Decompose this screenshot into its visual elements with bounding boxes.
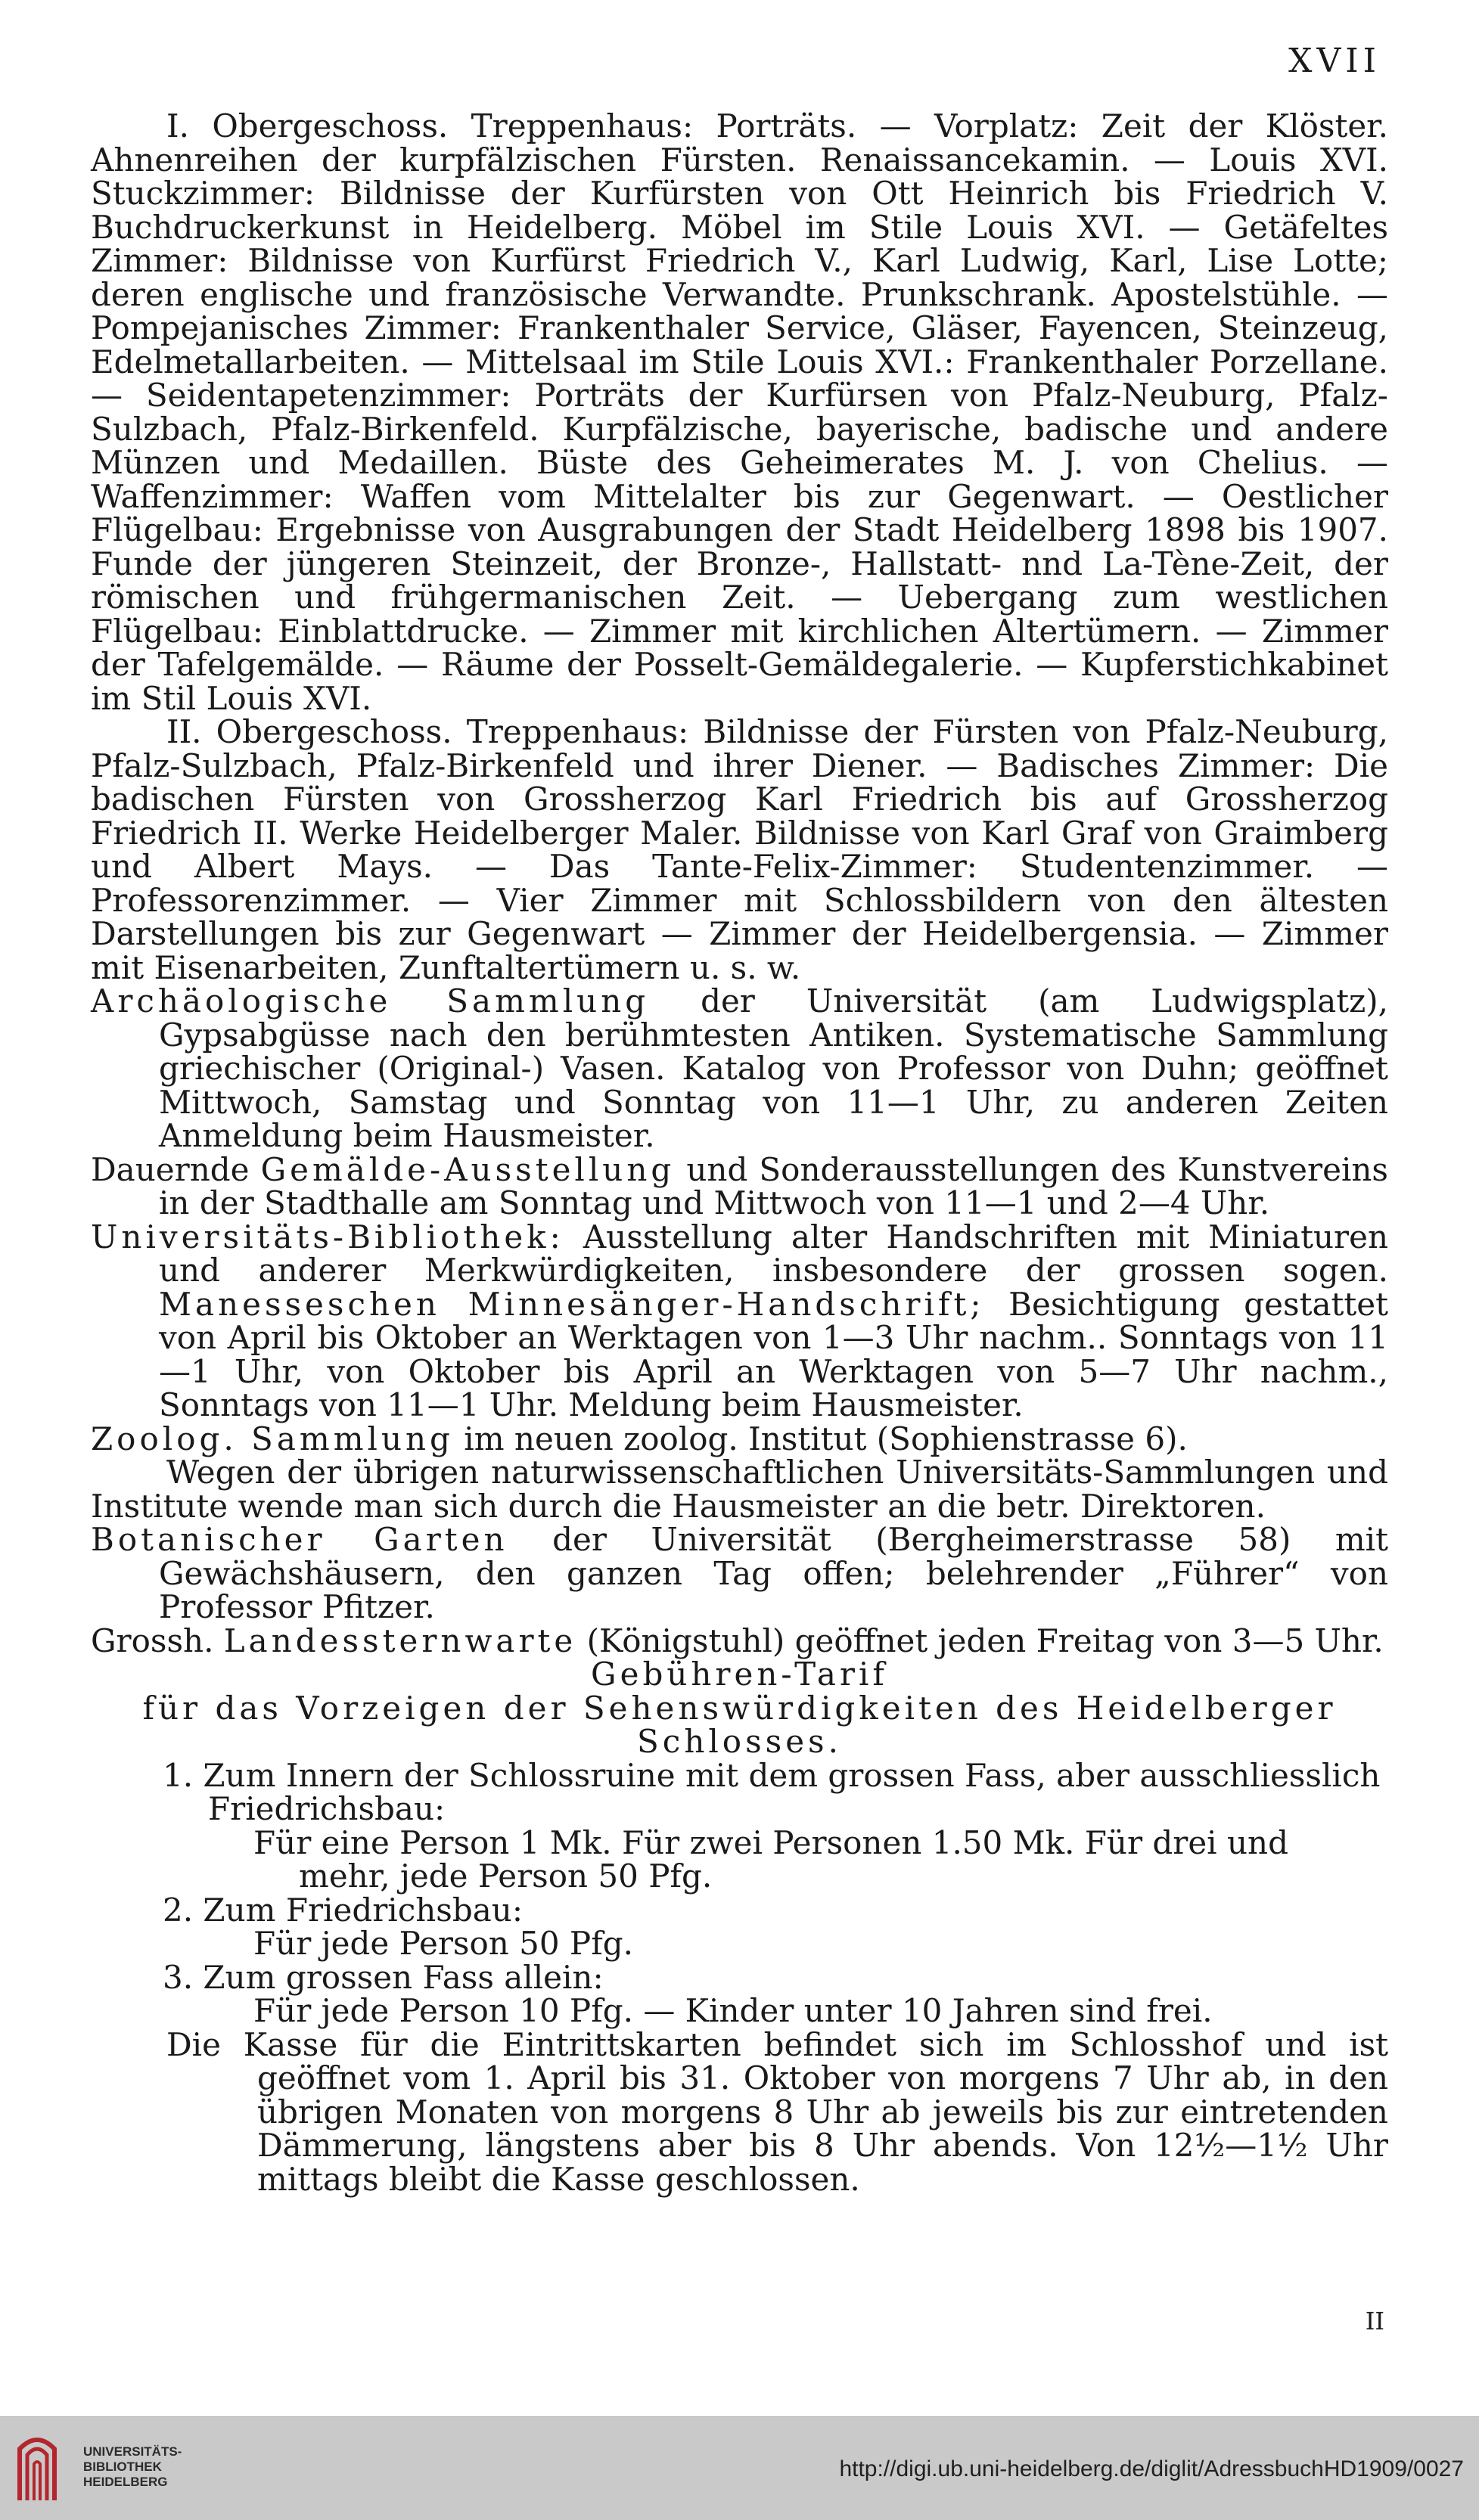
tarif-item-3-price: Für jede Person 10 Pfg. — Kinder unter 10 Jahren sind frei. — [253, 1992, 1213, 2029]
paragraph-obergeschoss-2: II. Obergeschoss. Treppenhaus: Bildnisse der Fürsten von Pfalz-Neuburg, Pfalz-Sulzbach, Pfalz-Birkenfeld und ihrer Diener. — Badisches Zimmer: Die badischen Fürsten von Grossherzog Karl Friedrich bis auf Grossherzog Friedrich II. Werke Heidelberger Maler. Bildnisse von Karl Graf von Graimberg und Albert Mays. — Das Tante-Felix-Zimmer: Studentenzimmer. — Professorenzimmer. — Vier Zimmer mit Schlossbildern von den ältesten Darstellungen bis zur Gegenwart — Zimmer der Heidelbergensia. — Zimmer mit Eisenarbeiten, Zunftaltertümern u. s. w. — [91, 713, 1388, 986]
entry-zoolog-sammlung — [91, 1420, 1388, 1457]
tarif-item-2: 2. Zum Friedrichsbau: — [163, 1891, 523, 1929]
page-body — [91, 107, 1388, 2198]
tarif-item-2-price: Für jede Person 50 Pfg. — [253, 1925, 633, 1962]
tarif-item-1-cont: Friedrichsbau: — [208, 1790, 446, 1827]
entry-text: Besichtigung gestattet von April bis Oktober an Werktagen von 1—3 Uhr nachm.. Sonntags von 11—1 Uhr, von Oktober bis April an Werktagen von 5—7 Uhr nachm., Sonntags von 11—1 Uhr. Meldung beim Hausmeister. — [159, 1285, 1388, 1423]
logo-line: UNIVERSITÄTS- — [83, 2444, 182, 2459]
page-number: XVII — [1288, 42, 1381, 80]
tarif-item-1: 1. Zum Innern der Schlossruine mit dem grossen Fass, aber ausschliesslich — [163, 1756, 1381, 1794]
entry-universitaets-bibliothek — [91, 1218, 1388, 1423]
tarif-item-1-price-cont: mehr, jede Person 50 Pfg. — [299, 1857, 713, 1895]
tarif-subtitle-2: Schlosses. — [637, 1723, 842, 1760]
signature-mark: II — [1365, 2307, 1384, 2335]
tarif-title: Gebühren-Tarif — [591, 1656, 888, 1693]
logo-line: HEIDELBERG — [83, 2475, 168, 2489]
entry-text: im neuen zoolog. Institut (Sophienstrasse 6). — [453, 1420, 1188, 1457]
tarif-item-3: 3. Zum grossen Fass allein: — [163, 1958, 604, 1996]
entry-text: der Universität (Bergheimerstrasse 58) mit Gewächshäusern, den ganzen Tag offen; belehrender „Führer“ von Professor Pfitzer. — [159, 1521, 1388, 1625]
tarif-subtitle: für das Vorzeigen der Sehenswürdigkeiten des Heidelberger — [142, 1689, 1337, 1727]
entry-landessternwarte — [91, 1622, 1388, 1659]
source-url-link[interactable]: http://digi.ub.uni-heidelberg.de/diglit/AdressbuchHD1909/0027 — [839, 2456, 1464, 2481]
entry-text: und Sonderausstellungen des Kunstvereins in der Stadthalle am Sonntag und Mittwoch von 11—1 und 2—4 Uhr. — [159, 1150, 1388, 1221]
entry-emphasis: Manesseschen Minnesänger-Handschrift; — [159, 1285, 985, 1323]
entry-text: der Universität (am Ludwigsplatz), Gypsabgüsse nach den berühmtesten Antiken. Systematische Sammlung griechischer (Original-) Vasen. Katalog von Professor von Duhn; geöffnet Mittwoch, Samstag und Sonntag von 11—1 Uhr, zu anderen Zeiten Anmeldung beim Hausmeister. — [159, 982, 1388, 1154]
entry-text: (Königstuhl) geöffnet jeden Freitag von 3—5 Uhr. — [576, 1622, 1384, 1659]
entry-botanischer-garten — [91, 1523, 1388, 1625]
entry-heading: Gemälde-Ausstellung — [260, 1150, 676, 1188]
entry-heading: Universitäts-Bibliothek: — [91, 1218, 564, 1255]
tarif-kasse-note: Die Kasse für die Eintrittskarten befindet sich im Schlosshof und ist geöffnet vom 1. April bis 31. Oktober von morgens 7 Uhr ab, in den übrigen Monaten von morgens 8 Uhr ab jeweils bis zur eintretenden Dämmerung, längstens aber bis 8 Uhr abends. Von 12½—1½ Uhr mittags bleibt die Kasse geschlossen. — [166, 2025, 1388, 2198]
entry-prefix: Grossh. — [91, 1622, 224, 1659]
paragraph-obergeschoss-1: I. Obergeschoss. Treppenhaus: Porträts. — Vorplatz: Zeit der Klöster. Ahnenreihen der kurpfälzischen Fürsten. Renaissancekamin. — Louis XVI. Stuckzimmer: Bildnisse der Kurfürsten von Ott Heinrich bis Friedrich V. Buchdruckerkunst in Heidelberg. Möbel im Stile Louis XVI. — Getäfeltes Zimmer: Bildnisse von Kurfürst Friedrich V., Karl Ludwig, Karl, Lise Lotte; deren englische und französische Verwandte. Prunkschrank. Apostelstühle. — Pompejanisches Zimmer: Frankenthaler Service, Gläser, Fayencen, Steinzeug, Edelmetallarbeiten. — Mittelsaal im Stile Louis XVI.: Frankenthaler Porzellane. — Seidentapetenzimmer: Porträts der Kurfürsen von Pfalz-Neuburg, Pfalz-Sulzbach, Pfalz-Birkenfeld. Kurpfälzische, bayerische, badische und andere Münzen und Medaillen. Büste des Geheimerates M. J. von Chelius. — Waffenzimmer: Waffen vom Mittelalter bis zur Gegenwart. — Oestlicher Flügelbau: Ergebnisse von Ausgrabungen der Stadt Heidelberg 1898 bis 1907. Funde der jüngeren Steinzeit, der Bronze-, Hallstatt- nnd La-Tène-Zeit, der römischen und frühgermanischen Zeit. — Uebergang zum westlichen Flügelbau: Einblattdrucke. — Zimmer mit kirchlichen Altertümern. — Zimmer der Tafelgemälde. — Räume der Posselt-Gemäldegalerie. — Kupferstichkabinet im Stil Louis XVI. — [91, 107, 1388, 717]
entry-heading: Landessternwarte — [223, 1622, 577, 1659]
entry-zoolog-note: Wegen der übrigen naturwissenschaftlichen Universitäts-Sammlungen und Institute wende man sich durch die Hausmeister an die betr. Direktoren. — [91, 1454, 1388, 1525]
tarif-item-1-price: Für eine Person 1 Mk. Für zwei Personen 1.50 Mk. Für drei und — [253, 1823, 1288, 1861]
entry-heading: Archäologische Sammlung — [91, 982, 650, 1019]
entry-prefix: Dauernde — [91, 1150, 261, 1188]
tarif-list — [91, 1756, 1388, 2029]
entry-archaeologische-sammlung — [91, 982, 1388, 1154]
entry-heading: Zoolog. Sammlung — [91, 1420, 454, 1457]
library-logo-icon — [14, 2434, 61, 2503]
library-logo-text — [83, 2444, 182, 2490]
footer-bar — [0, 2416, 1479, 2520]
logo-line: BIBLIOTHEK — [83, 2459, 162, 2474]
entry-heading: Botanischer Garten — [91, 1521, 508, 1558]
entry-text: Ausstellung alter Handschriften mit Miniaturen und anderer Merkwürdigkeiten, insbesondere der grossen sogen. — [159, 1218, 1388, 1289]
entry-gemaelde-ausstellung — [91, 1150, 1388, 1221]
